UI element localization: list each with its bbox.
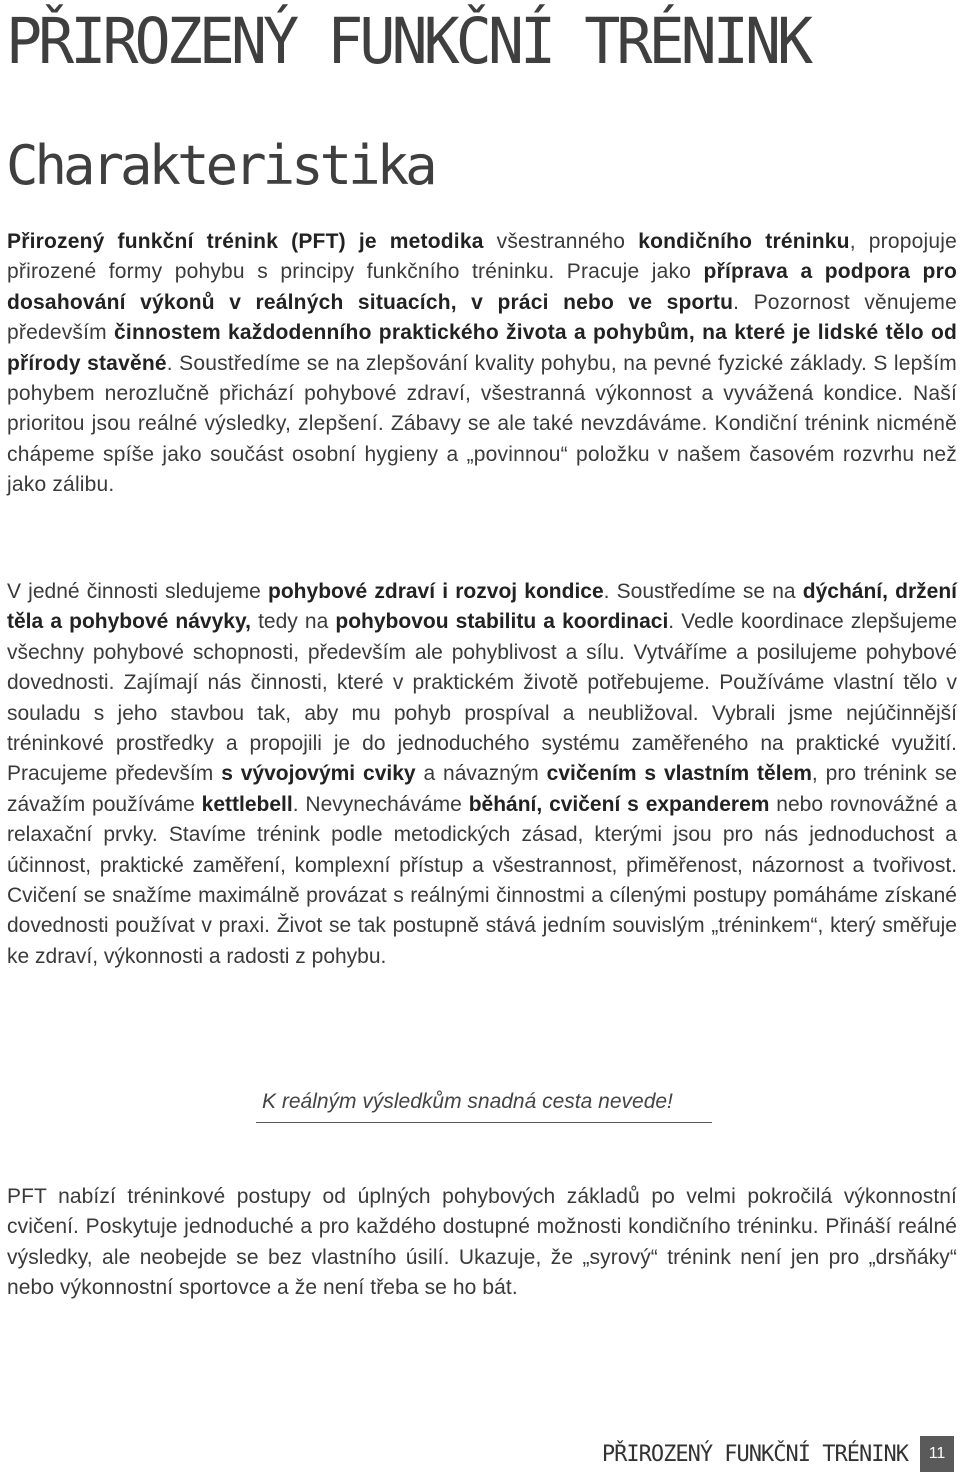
body-text: PFT nabízí tréninkové postupy od úplných pohybových základů po velmi pokročilá výkonnostní cvičení. Poskytuje jednoduché a pro každého dostupné možnosti kondičního tréninku. Přináší reálné výsledky, ale neobejde se bez vlastního úsilí. Ukazuje, že „syrový“ trénink není jen pro „drsňáky“ nebo výkonnostní sportovce a že není třeba se ho bát. xyxy=(7,1185,957,1300)
body-text: všestranného xyxy=(483,230,639,253)
body-text: tedy na xyxy=(250,610,336,634)
body-text: nebo rovnovážné a relaxační prvky. Stavíme trénink podle metodických zásad, kterými jsou pro nás jednoduchost a účinnost, praktické zaměření, komplexní přístup a všestrannost, přiměřenost, názornost a tvořivost. Cvičení se snažíme maximálně provázat s reálnými činnostmi a cílenými postupy pomáháme získané dovednosti používat v praxi. Život se tak postupně stává jedním souvislým „tréninkem“, který směřuje ke zdraví, výkonnosti a radosti z pohybu. xyxy=(7,792,957,968)
body-text: . Vedle koordinace zlepšujeme všechny pohybové schopnosti, především ale pohyblivost a sílu. Vytváříme a posilujeme pohybové dovednosti. Zajímají nás činnosti, které v praktickém životě potřebujeme. Používáme vlastní tělo v souladu s jeho stavbou tak, aby mu pohyb prospíval a neubližoval. Vybrali jsme nejúčinnější tréninkové prostředky a propojili je do jednoduchého systému zaměřeného na praktické využití. Pracujeme především xyxy=(7,610,958,786)
body-text: . Pozornost věnujeme především xyxy=(7,290,957,345)
emphasis-text: běhání, cvičení s expanderem xyxy=(468,792,770,816)
paragraph-offer xyxy=(7,1182,957,1304)
page-title: PŘIROZENÝ FUNKČNÍ TRÉNINK xyxy=(6,5,810,79)
quote-text: K reálným výsledkům snadná cesta nevede! xyxy=(262,1090,673,1113)
body-text: , pro trénink se závažím používáme xyxy=(7,762,957,816)
section-heading: Charakteristika xyxy=(6,134,434,197)
emphasis-text: kondičního tréninku xyxy=(638,230,850,253)
body-text: a návazným xyxy=(415,762,547,786)
emphasis-text: kettlebell xyxy=(201,792,293,816)
body-text: . Nevynecháváme xyxy=(292,792,469,816)
paragraph-intro xyxy=(7,227,957,501)
body-text: . Soustředíme se na xyxy=(603,580,803,603)
emphasis-text: s vývojovými cviky xyxy=(221,762,416,786)
footer-title: PŘIROZENÝ FUNKČNÍ TRÉNINK xyxy=(601,1441,908,1467)
footer xyxy=(602,1436,954,1472)
emphasis-text: příprava a podpora pro dosahování výkonů v reálných situacích, v práci nebo ve sportu xyxy=(7,260,957,314)
emphasis-text: dýchání, držení těla a pohybové návyky, xyxy=(7,580,957,634)
body-text: , propojuje přirozené formy pohybu s principy funkčního tréninku. Pracuje jako xyxy=(7,230,957,284)
emphasis-text: pohybové zdraví i rozvoj kondice xyxy=(268,580,604,603)
page-number: 11 xyxy=(920,1436,954,1472)
quote-box xyxy=(256,1082,712,1123)
body-text: . Soustředíme se na zlepšování kvality pohybu, na pevné fyzické základy. S lepším pohybem nerozlučně přichází pohybové zdraví, všestranná výkonnost a vyvážená kondice. Naší prioritou jsou reálné výsledky, zlepšení. Zábavy se ale také nevzdáváme. Kondiční trénink nicméně chápeme spíše jako součást osobní hygieny a „povinnou“ položku v našem časovém rozvrhu než jako zálibu. xyxy=(7,351,957,497)
emphasis-text: pohybovou stabilitu a koordinaci xyxy=(335,610,669,634)
emphasis-text: činnostem každodenního praktického života a pohybům, na které je lidské tělo od přírody stavěné xyxy=(7,321,958,375)
emphasis-text: Přirozený funkční trénink (PFT) je metodika xyxy=(7,230,484,253)
paragraph-method xyxy=(7,577,957,972)
emphasis-text: cvičením s vlastním tělem xyxy=(546,762,812,786)
body-text: V jedné činnosti sledujeme xyxy=(7,580,269,603)
